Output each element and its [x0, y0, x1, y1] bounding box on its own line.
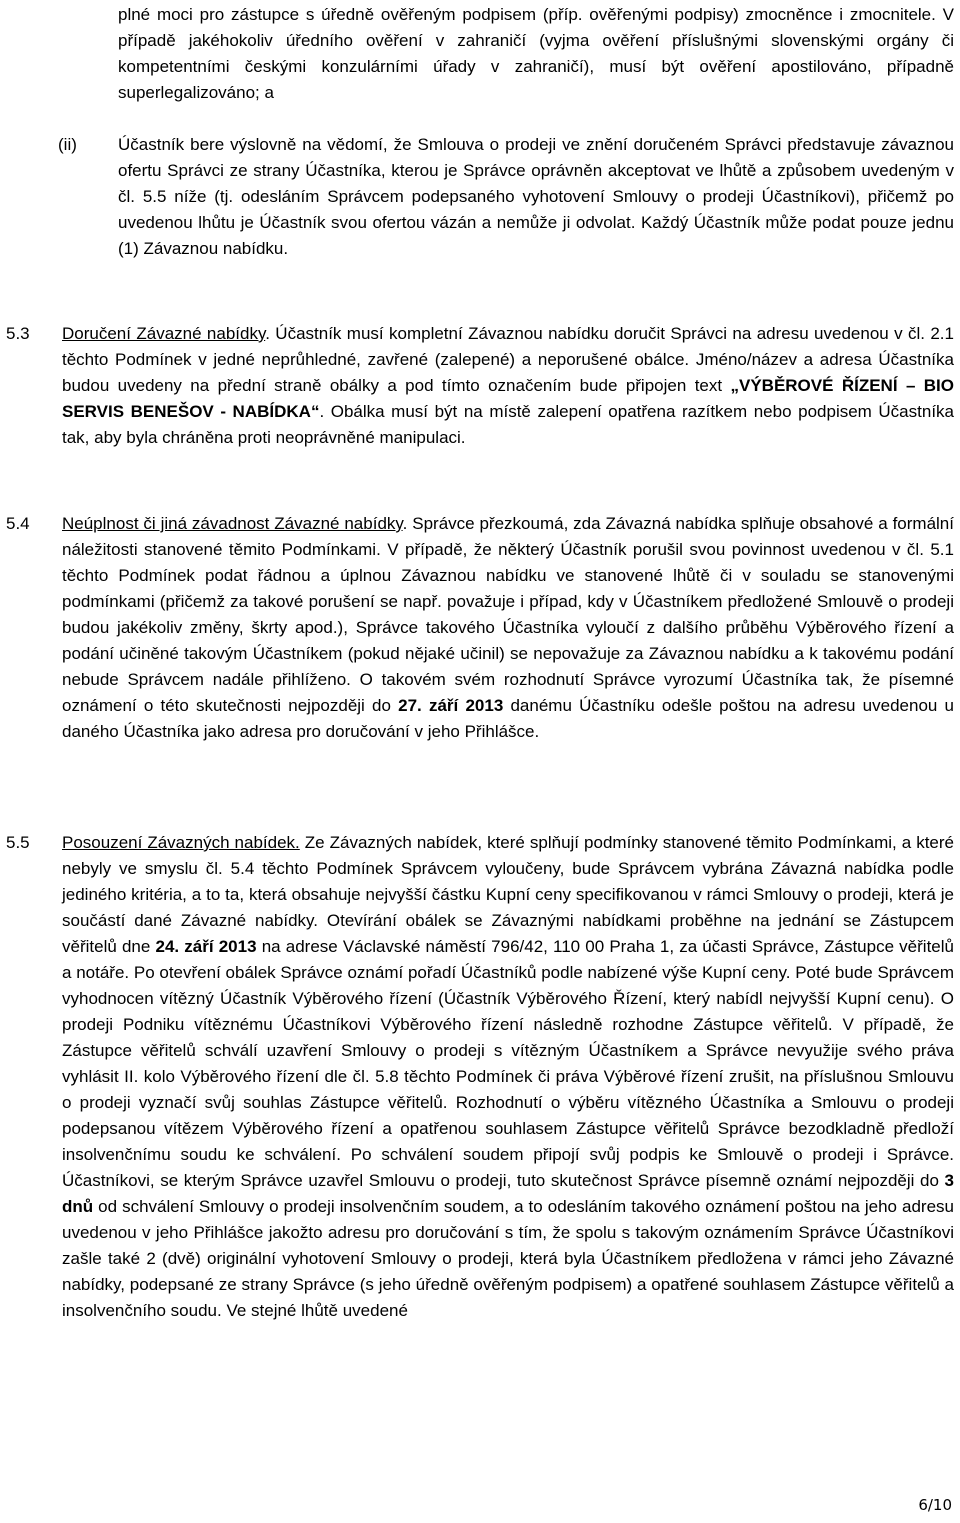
section-5-3-number: 5.3 [6, 324, 30, 343]
section-5-3-text-a: . Účastník musí kompletní Závaznou nabídku doručit Správci na adresu uvedenou v čl. 2.1 těchto Podmínek v jedné neprůhledné, zavřené (zalepené) a neporušené obálce. Jméno/název a adresa Účastníka budou uvedeny na přední straně obálky a pod tímto označením bude připojen text [62, 324, 954, 395]
section-5-4-title: Neúplnost či jiná závadnost Závazné nabídky [62, 514, 403, 533]
section-5-4-paragraph [62, 511, 954, 745]
section-5-3-title: Doručení Závazné nabídky [62, 324, 266, 343]
section-5-3-bold-text: „VÝBĚROVÉ ŘÍZENÍ – BIO SERVIS BENEŠOV - NABÍDKA“ [62, 376, 955, 421]
item-ii-text: Účastník bere výslovně na vědomí, že Smlouva o prodeji ve znění doručeném Správci představuje závaznou ofertu Správci ze strany Účastníka, kterou je Správce oprávněn akceptovat ve lhůtě a způsobem uvedeným v čl. 5.5 níže (tj. odesláním Správcem podepsaného vyhotovení Smlouvy o prodeji Účastníkovi), přičemž po uvedenou lhůtu je Účastník svou ofertou vázán a nemůže ji odvolat. Každý Účastník může podat pouze jednu (1) Závaznou nabídku. [118, 135, 954, 258]
section-5-4-number: 5.4 [6, 514, 30, 533]
section-5-5-text-a: Ze Závazných nabídek, které splňují podmínky stanovené těmito Podmínkami, a které nebyly ve smyslu čl. 5.4 těchto Podmínek Správcem vyloučeny, bude Správcem vybrána Závazná nabídka podle jediného kritéria, a to ta, která obsahuje nejvyšší částku Kupní ceny specifikovanou v rámci Smlouvy o prodeji, která je součástí dané Závazné nabídky. Otevírání obálek se Závaznými nabídkami proběhne na jednání se Zástupcem věřitelů dne [62, 833, 955, 956]
item-ii-label: (ii) [58, 135, 77, 154]
item-ii-paragraph [118, 132, 954, 262]
section-5-5-text-c: od schválení Smlouvy o prodeji insolvenčním soudem, a to odesláním takového oznámení poštou na jeho adresu uvedenou v jeho Přihlášce jakožto adresu pro doručování s tím, že spolu s takovým oznámením Správce Účastníkovi zašle také 2 (dvě) originální vyhotovení Smlouvy o prodeji, která byla Účastníkem předložena v rámci jeho Závazné nabídky, podepsané ze strany Správce (s jeho úředně ověřeným podpisem) a opatřené souhlasem Zástupce věřitelů a insolvenčního soudu. Ve stejné lhůtě uvedené [62, 1197, 954, 1320]
section-5-5-bold-text-2: 3 dnů [62, 1171, 954, 1216]
section-5-3-paragraph [62, 321, 954, 451]
continued-paragraph [118, 2, 954, 106]
section-5-5-text-b: na adrese Václavské náměstí 796/42, 110 00 Praha 1, za účasti Správce, Zástupce věřitelů a notáře. Po otevření obálek Správce oznámí pořadí Účastníků podle nabízené výše Kupní ceny. Poté bude Správcem vyhodnocen vítězný Účastník Výběrového řízení (Účastník Výběrového Řízení, který nabídl nejvyšší Kupní cenu). O prodeji Podniku vítěznému Účastníkovi Výběrového řízení následně rozhodne Zástupce věřitelů. V případě, že Zástupce věřitelů schválí uzavření Smlouvy o prodeji s vítězným Účastníkem a Správce nevyužije svého práva vyhlásit II. kolo Výběrového řízení dle čl. 5.8 těchto Podmínek či práva Výběrové řízení zrušit, na příslušnou Smlouvu o prodeji vyznačí svůj souhlas Zástupce věřitelů. Rozhodnutí o výběru vítězného Účastníka a Smlouvu o prodeji podepsanou vítězem Výběrového řízení a opatřenou souhlasem Zástupce věřitelů Správce bezodkladně předloží insolvenčnímu soudu ke schválení. Po schválení soudem připojí svůj podpis ke Smlouvě o prodeji i Správce. Účastníkovi, se kterým Správce uzavřel Smlouvu o prodeji, tuto skutečnost Správce písemně oznámí nejpozději do [62, 937, 954, 1190]
page-number: 6/10 [918, 1496, 952, 1514]
section-5-3-text-b: . Obálka musí být na místě zalepení opatřena razítkem nebo podpisem Účastníka tak, aby byla chráněna proti neoprávněné manipulaci. [62, 402, 954, 447]
section-5-4-bold-text: 27. září 2013 [398, 696, 504, 715]
section-5-4-text-b: danému Účastníku odešle poštou na adresu uvedenou u daného Účastníka jako adresa pro doručování v jeho Přihlášce. [62, 696, 954, 741]
section-5-5-paragraph [62, 830, 954, 1324]
continued-paragraph-text: plné moci pro zástupce s úředně ověřeným podpisem (příp. ověřenými podpisy) zmocněnce i zmocnitele. V případě jakéhokoliv úředního ověření v zahraničí (vyjma ověření příslušnými slovenskými orgány či kompetentními českými konzulárními úřady v zahraničí), musí být ověření apostilováno, případně superlegalizováno; a [118, 5, 954, 102]
section-5-5-bold-text-1: 24. září 2013 [155, 937, 257, 956]
section-5-5-title: Posouzení Závazných nabídek. [62, 833, 300, 852]
section-5-4-text-a: . Správce přezkoumá, zda Závazná nabídka splňuje obsahové a formální náležitosti stanovené těmito Podmínkami. V případě, že některý Účastník porušil svou povinnost uvedenou v čl. 5.1 těchto Podmínek podat řádnou a úplnou Závaznou nabídku ve stanovené lhůtě či v souladu se stanovenými podmínkami (přičemž za takové porušení se např. považuje i případ, kdy v Účastníkem předložené Smlouvě o prodeji budou jakékoliv změny, škrty apod.), Správce takového Účastníka vyloučí z dalšího průběhu Výběrového řízení a podání učiněné takovým Účastníkem (pokud nějaké učinil) se nepovažuje za Závaznou nabídku a k takovému podání nebude Správcem nadále přihlíženo. O takovém svém rozhodnutí Správce vyrozumí Účastníka tak, že písemné oznámení o této skutečnosti nejpozději do [62, 514, 954, 715]
section-5-5-number: 5.5 [6, 833, 30, 852]
